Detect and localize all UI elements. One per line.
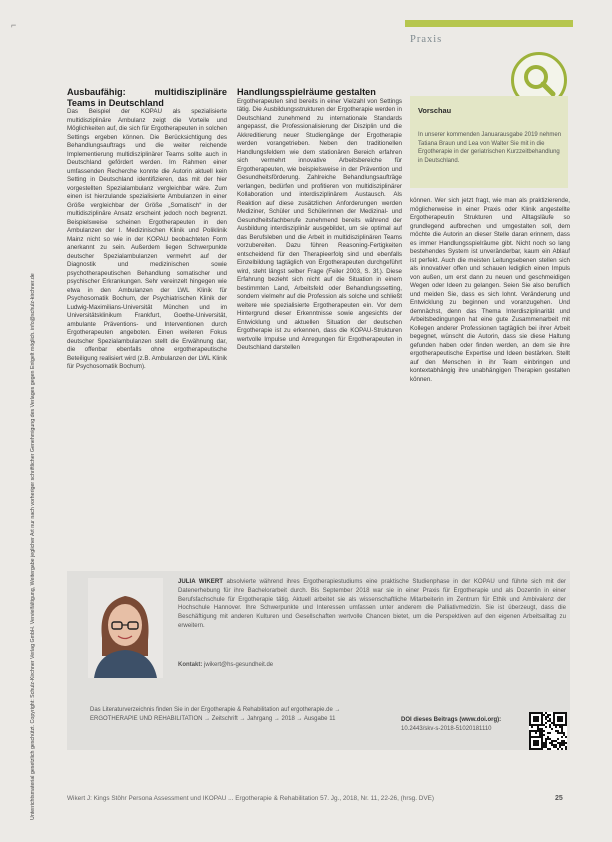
column-3-body: können. Wer sich jetzt fragt, wie man als praktizierende, möglicherweise in einer Praxis oder Klinik angestellte Ergotherapeutin Strukturen und Alltagsläufe so grundlegend aufbrechen und umgestalten soll, dem möchte die Autorin an dieser Stelle daran erinnern, dass es immer Handlungsspielräume gibt. Nicht noch so lang bestehendes System ist unveränderbar, kaum ein Ablauf ist perfekt. Auch die meisten Leitungsebenen stellen sich als innovativer offen und schauen lediglich einen Impuls von außen, um erst dann zu neuen und geschmeidigen Wegen oder Ideen zu gelangen. Seien Sie also beruflich und meiden Sie, dass es sich lohnt. Veränderung und Entwicklung zu beginnen und voranzugehen. Und demnächst, denn das Thema Interdisziplinarität und Arbeitsbedingungen hat eine gute Zusammenarbeit mit Kollegen anderer Professionen tagtäglich bei ihrer Arbeit begegnet, wünscht die Autorin, dass sie diese Haltung gefunden haben oder finden werden, an dem sie ihre ergotherapeutische Expertise und Ideen bestärken. Stellt auf den Menschen in ihr Team einbringen und kontextabhängig ihre unabhängigen Therapien gestalten können. xyxy=(410,197,570,383)
preview-box xyxy=(410,96,568,188)
author-name: JULIA WIKERT xyxy=(178,578,223,585)
doi-label: DOI dieses Beitrags (www.doi.org): xyxy=(401,717,502,723)
doi-block xyxy=(401,716,521,734)
preview-text: In unserer kommenden Januarausgabe 2019 nehmen Tatiana Braun und Lea von Walter Sie mit in die Ergotherapie in der geriatrischen Kurzzeitbehandlung in Deutschland. xyxy=(418,132,562,164)
preview-title: Vorschau xyxy=(418,106,452,115)
author-bio-text: absolvierte während ihres Ergotherapiestudiums eine praktische Studienphase in der KOPAU und führte sich mit der Datenerhebung für ihre Bachelorarbeit durch. Bis September 2018 war sie in einer Praxis für Ergotherapie und als Dozentin in einer Berufsfachschule für Ergotherapie tätig. Aktuell arbeitet sie als wissenschaftliche Mitarbeiterin im Zentrum für Ethik und Ambivalenz der Hochschule Hannover. Ihre Schwerpunkte und Interessen umfassen unter anderem die Palliativmedizin. Sie ist überzeugt, dass die Beschäftigung mit anderen Kulturen und Gesellschaften wertvolle Chancen bietet, um die Perspektiven auf den eigenen Arbeitsalltag zu erweitern. xyxy=(178,578,566,629)
author-bio xyxy=(178,578,566,631)
copyright-text: Unterrichtsmaterial gesetzlich geschützt. Copyright: Schulz-Kirchner Verlag GmbH. Vervielfältigung, Weitergabe jeglicher Art nur nach vorheriger schriftlicher Genehmigung des Verlages gegen Entgelt möglich. info@schulz-kirchner.de xyxy=(30,273,36,820)
section-label: Praxis xyxy=(410,34,443,45)
column-1-heading: Ausbaufähig: multidisziplinäre Teams in Deutschland xyxy=(67,87,227,108)
qr-code-icon[interactable] xyxy=(529,712,567,750)
copyright-sidebar xyxy=(24,30,38,820)
page-number: 25 xyxy=(555,795,563,802)
column-1 xyxy=(67,87,227,372)
contact-email[interactable]: jwikert@hs-gesundheit.de xyxy=(204,662,274,668)
footer-citation: Wikert J: Kings Stöhr Persona Assessment und IKOPAU ... Ergotherapie & Rehabilitation 57. Jg., 2018, Nr. 11, 22-26, (hrsg. DVE) xyxy=(67,795,435,802)
column-3 xyxy=(410,197,570,384)
column-1-body: Das Beispiel der KOPAU als spezialisierte multidisziplinäre Ambulanz zeigt die Vorteile und Möglichkeiten auf, die sich für Ergotherapeuten in solchen Settings ergeben können. Die Berücksichtigung des Behandlungsauftrags und die weiter reichende Implementierung multidisziplinärer Teams sollte auch in Deutschland gefördert werden. Im Rahmen einer umfassenden Recherche konnte die Autorin aktuell kein Setting in Deutschland identifizieren, das mit der hier vorgestellten Spezialambulanz vergleichbar wäre. Zum einen ist hierzulande spezialisierte Ambulanzen in einer Größe vergleichbar der Größe „Somatisch“ in der multidisziplinäre Ansatz erscheint jedoch noch begrenzt. Beispielsweise scheinen Ergotherapeuten in den Ambulanzen der I. Medizinischen Klinik und Poliklinik Mainz nicht so wie in der KOPAU beobachteten Form anerkannt zu sein. Außerdem liegen Schwerpunkte deutscher Spezialambulanzen vermehrt auf der Diagnostik und medizinischen sowie psychotherapeutischen Behandlung somatischer und psychischer Erkrankungen. Sehr vereinzelt hingegen wie etwa in den Ambulanzen der LWL Klinik für Psychosomatik Bochum, der Psychiatrischen Klinik der Ludwig-Maximilians-Universität München und im Universitätsklinikum Frankfurt, Goethe-Universität, ambulante Präventions- und Interventionen durch Ergotherapeuten angeboten. Einen weiteren Fokus deutscher Spezialambulanzen stellt die Erwähnung dar, die offenbar ebenfalls ohne ergotherapeutische Beteiligung realisiert wird (z.B. Ambulanzen der LWL Klinik für Psychosomatik Bochum). xyxy=(67,108,227,370)
corner-mark-icon: ⌐ xyxy=(11,20,17,30)
column-2-body: Ergotherapeuten sind bereits in einer Vielzahl von Settings tätig. Die Ausbildungsstrukturen der Ergotherapie werden in Deutschland zunehmend zu internationale Standards angepasst, die Professionalisierung der Disziplin und die Akkreditierung neuer Studiengänge der Ergotherapie werden vorangetrieben. Neben den traditionellen Handlungsfeldern wie dem stationären Bereich erfahren sich vermehrt innovative Arbeitsbereiche für Ergotherapeuten, wie beispielsweise in der Prävention und Gesundheitsförderung. Zahlreiche Behandlungsaufträge verlangen, bedürfen und profitieren von multidisziplinärer Kollaboration und interdisziplinärem Austausch. Als Reaktion auf diese zusätzlichen Anforderungen werden Mediziner, Schüler und Schülerinnen der Medizinal- und Gesundheitsfachberufe zunehmend bereits während der Ausbildung interdisziplinär ausgebildet, um sie optimal auf das Berufsleben und die Arbeit in multidisziplinären Teams vorzubereiten. Dazu führen Reasoning-Fertigkeiten entscheidend für den Therapieerfolg sind und ebenfalls Einzelbildung tagtäglich von Ergotherapeuten durchgeführt wird, steht längst selber Frage (Feiler 2003, S. 3f.). Diese Erfahrung bezieht sich nicht auf die Situation in einem bestimmten Land, Arbeitsfeld oder Behandlungssetting, sondern vielmehr auf die Profession als solche und schließt weitere wie spezialisierte Ergotherapeuten ein. Vor dem Hintergrund dieser Erkenntnisse sowie angesichts der Entwicklung und aktuellen Situation der deutschen Ergotherapie ist zu erkennen, dass die KOPAU-Strukturen wertvolle Impulse und Anregungen für Ergotherapeuten in Deutschland darstellen xyxy=(237,97,402,351)
column-2 xyxy=(237,87,402,353)
doi-value[interactable]: 10.2443/skv-s-2018-51020181110 xyxy=(401,726,492,732)
author-photo xyxy=(88,578,163,678)
section-accent-bar xyxy=(405,20,573,27)
column-2-heading: Handlungsspielräume gestalten xyxy=(237,87,376,97)
literature-note: Das Literaturverzeichnis finden Sie in der Ergotherapie & Rehabilitation auf ergotherapie.de → ERGOTHERAPIE UND REHABILITATION → Zeitschrift → Jahrgang → 2018 → Ausgabe 11 xyxy=(90,707,341,722)
contact-label: Kontakt: xyxy=(178,662,203,668)
author-contact xyxy=(178,662,273,668)
